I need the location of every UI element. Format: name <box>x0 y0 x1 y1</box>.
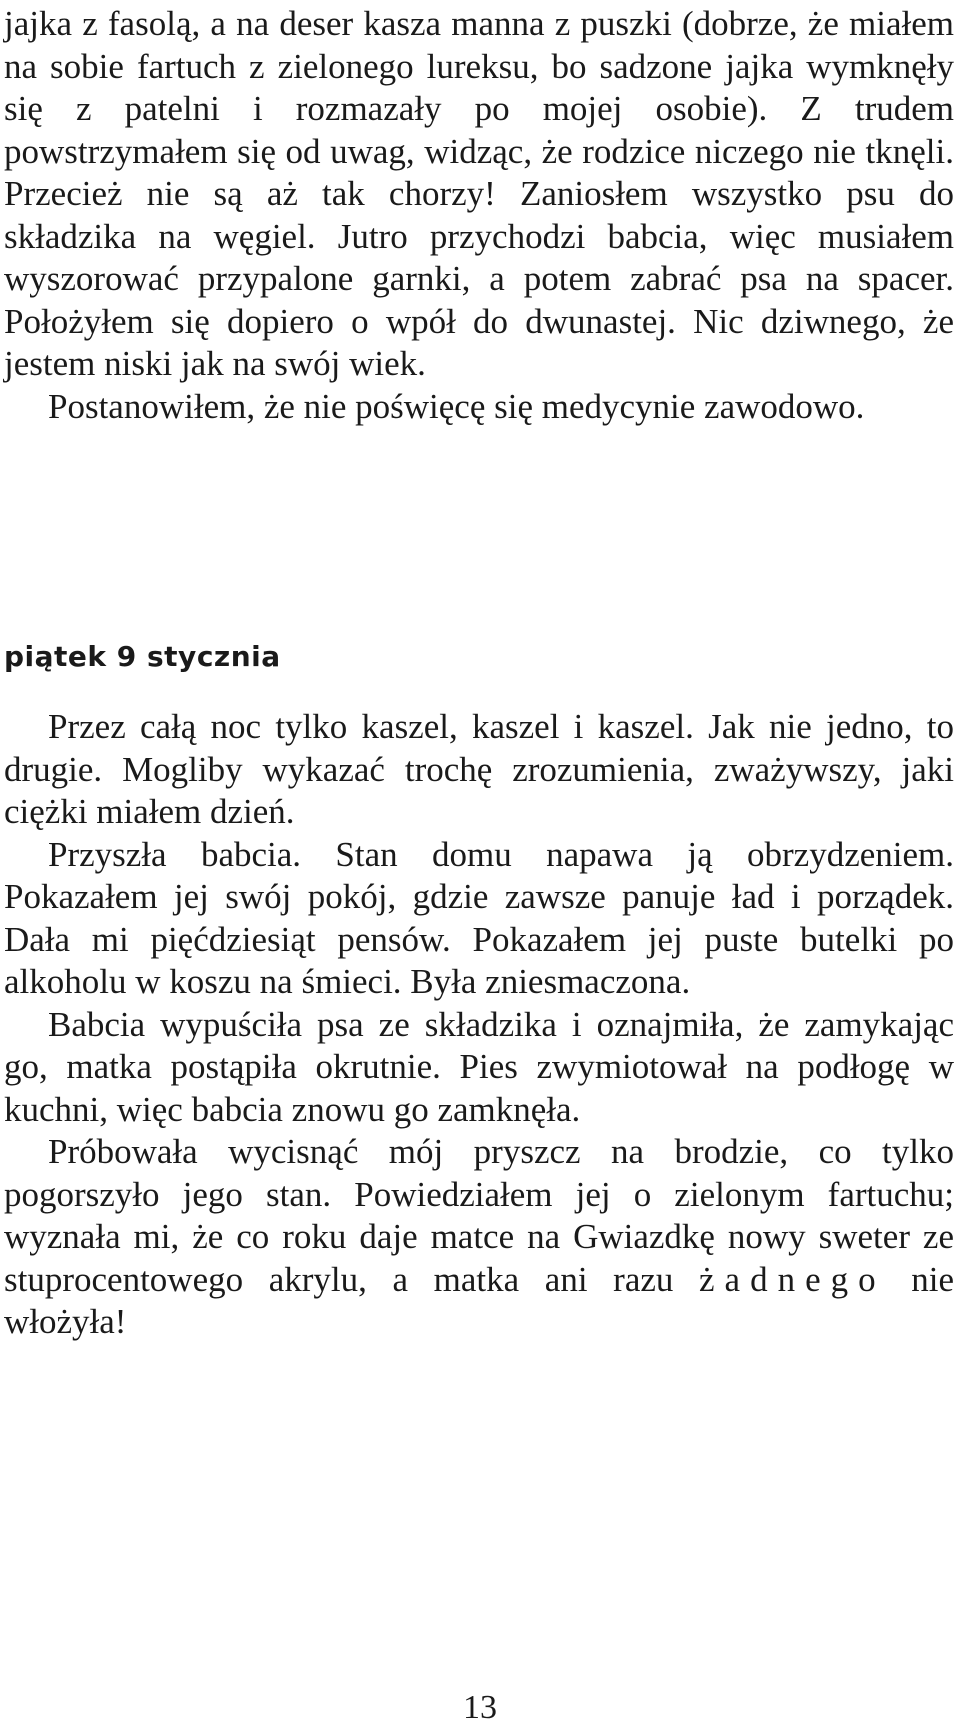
text-block-bottom <box>4 706 954 1344</box>
diary-date-heading: piątek 9 stycznia <box>4 640 281 673</box>
emphasized-word: żadnego <box>699 1259 886 1299</box>
paragraph: Babcia wypuściła psa ze składzika i oznajmiła, że zamykając go, matka postąpiła okrutnie. Pies zwymiotował na podłogę w kuchni, więc babcia znowu go zamknęła. <box>4 1004 954 1129</box>
paragraph: Przez całą noc tylko kaszel, kaszel i kaszel. Jak nie jedno, to drugie. Mogliby wykazać trochę zrozumienia, zważywszy, jaki ciężki miałem dzień. <box>4 707 954 831</box>
paragraph: Postanowiłem, że nie poświęcę się medycynie zawodowo. <box>48 386 865 426</box>
paragraph: Przyszła babcia. Stan domu napawa ją obrzydzeniem. Pokazałem jej swój pokój, gdzie zawsze panuje ład i porządek. Dała mi pięćdziesiąt pensów. Pokazałem jej puste butelki po alkoholu w koszu na śmieci. Była zniesmaczona. <box>4 834 954 1001</box>
paragraph-text: Próbowała wycisnąć mój pryszcz na brodzie, co tylko pogorszyło jego stan. Powiedziałem jej o zielonym fartuchu; wyznała mi, że co roku daje matce na Gwiazdkę nowy sweter ze stuprocentowego akrylu, a matka ani razu <box>4 1132 954 1299</box>
page-number: 13 <box>463 1689 497 1726</box>
paragraph-text: nie włożyła! <box>4 1259 954 1341</box>
paragraph: jajka z fasolą, a na deser kasza manna z puszki (dobrze, że miałem na sobie fartuch z zielonego lureksu, bo sadzone jajka wymknęły się z patelni i rozmazały po mojej osobie). Z trudem powstrzymałem się od uwag, widząc, że rodzice niczego nie tknęli. Przecież nie są aż tak chorzy! Zaniosłem wszystko psu do składzika na węgiel. Jutro przychodzi babcia, więc musiałem wyszorować przypalone garnki, a potem zabrać psa na spacer. Położyłem się dopiero o wpół do dwunastej. Nic dziwnego, że jestem niski jak na swój wiek. <box>4 4 954 383</box>
paragraph-last <box>4 1131 954 1344</box>
text-block-top <box>4 3 954 428</box>
